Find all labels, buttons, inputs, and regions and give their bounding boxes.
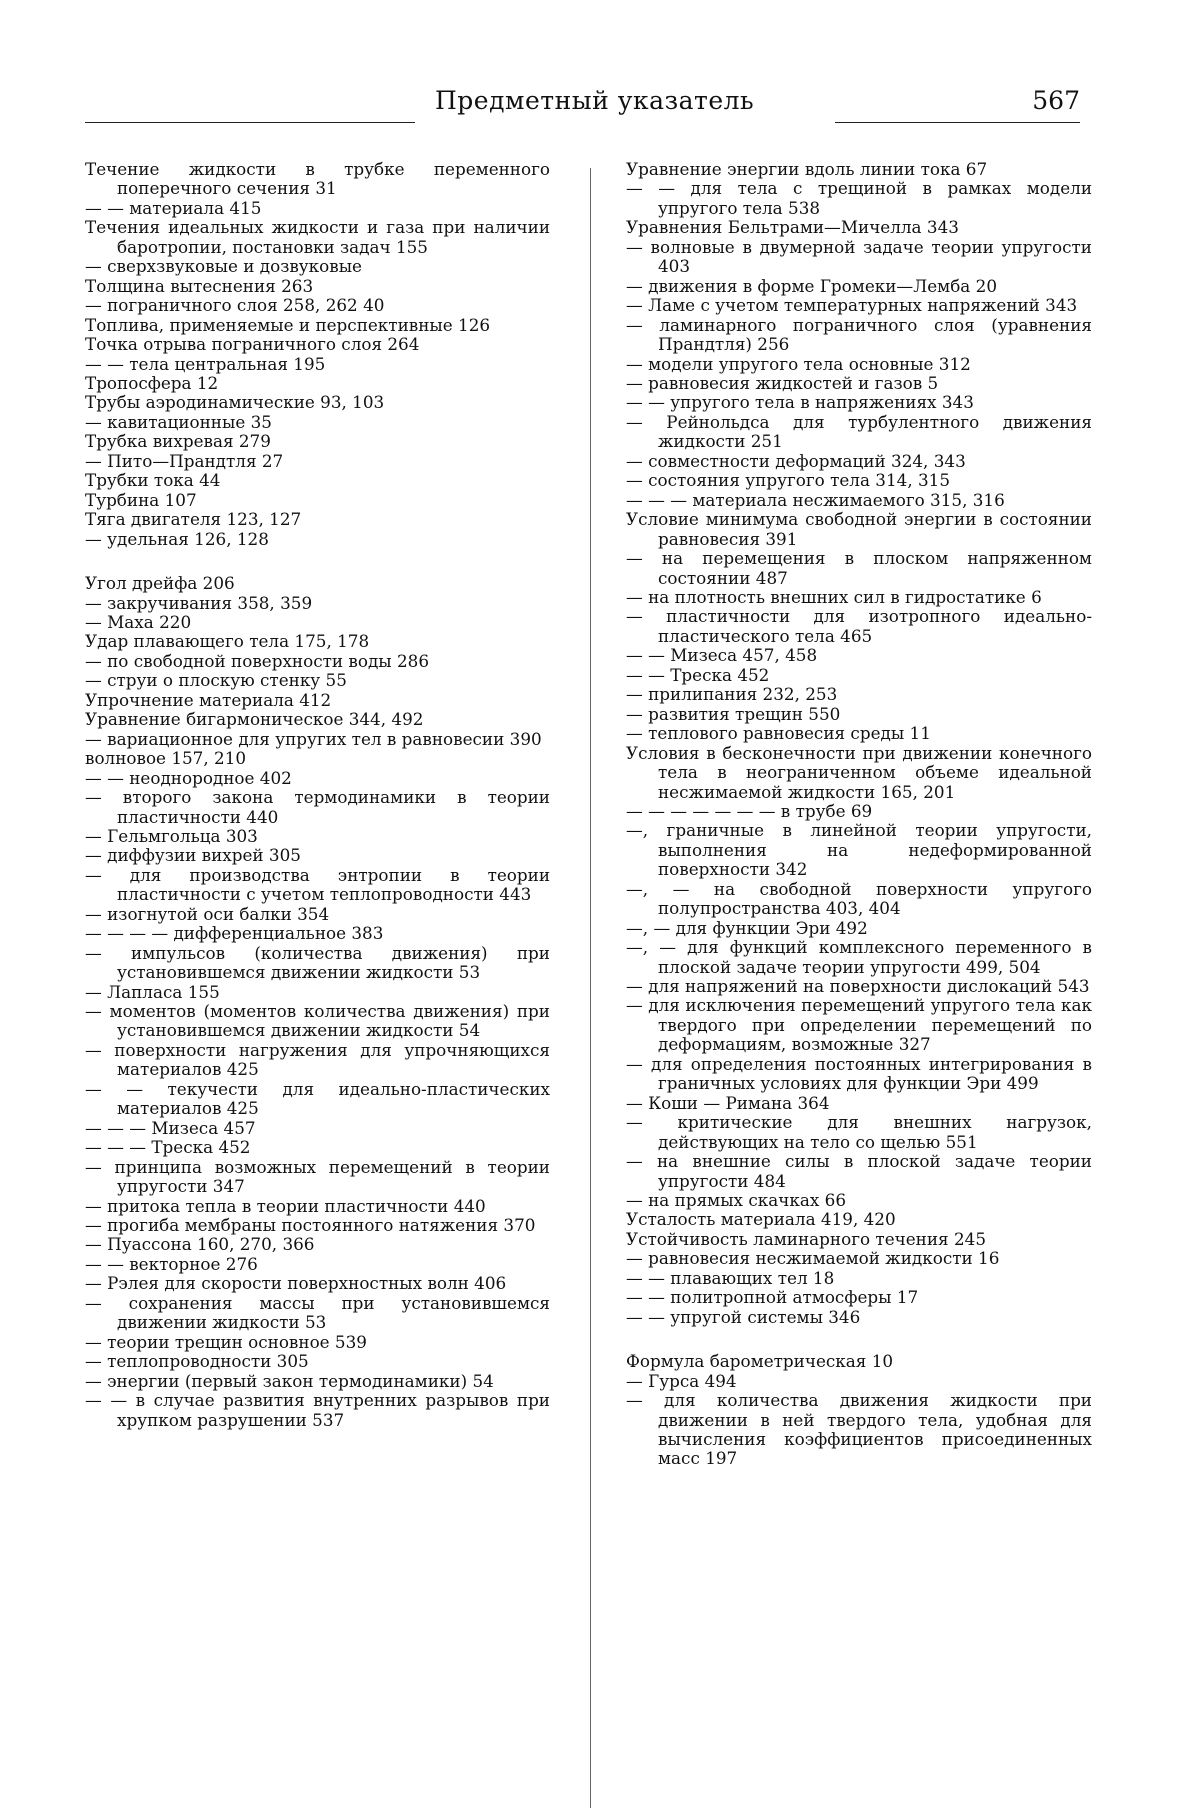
index-entry: — для определения постоянных интегрирования в граничных условиях для функции Эри 499 <box>626 1053 1092 1094</box>
index-entry: — пластичности для изотропного идеально-пластического тела 465 <box>626 606 1092 646</box>
index-entry: — для исключения перемещений упругого тела как твердого при определении перемещений по деформациям, возможные 327 <box>626 995 1092 1055</box>
index-entry: — энергии (первый закон термодинамики) 54 <box>85 1370 494 1391</box>
index-entry: — — в случае развития внутренних разрывов при хрупком разрушении 537 <box>85 1390 550 1430</box>
index-entry: Уравнение бигармоническое 344, 492 <box>85 709 424 730</box>
index-entry: — — Мизеса 457, 458 <box>626 645 818 666</box>
page-number: 567 <box>1032 86 1080 115</box>
index-entry: Точка отрыва пограничного слоя 264 <box>85 334 420 355</box>
index-entry: — Гельмгольца 303 <box>85 825 258 846</box>
index-entry: Тяга двигателя 123, 127 <box>85 509 302 530</box>
index-entry: Условия в бесконечности при движении конечного тела в неограниченном объеме идеальной несжимаемой жидкости 165, 201 <box>626 742 1092 802</box>
index-entry: — кавитационные 35 <box>85 411 272 432</box>
index-entry: — прилипания 232, 253 <box>626 684 838 705</box>
index-entry: — — векторное 276 <box>85 1253 258 1274</box>
index-entry: — волновые в двумерной задаче теории упругости 403 <box>626 236 1092 277</box>
index-entry: Упрочнение материала 412 <box>85 689 332 710</box>
index-entry: — — тела центральная 195 <box>85 353 326 374</box>
index-entry: — — неоднородное 402 <box>85 767 292 788</box>
index-entry: Трубки тока 44 <box>85 470 221 491</box>
index-entry: — равновесия жидкостей и газов 5 <box>626 372 939 393</box>
index-entry: Турбина 107 <box>85 489 197 510</box>
index-entry: — диффузии вихрей 305 <box>85 845 301 866</box>
index-entry: — — материала 415 <box>85 197 262 218</box>
index-entry: Тропосфера 12 <box>85 372 219 393</box>
header-rule-left <box>85 122 415 123</box>
index-entry: — Лапласа 155 <box>85 981 220 1002</box>
page-header <box>85 86 1080 126</box>
right-column <box>626 160 1092 1469</box>
group-spacer <box>626 1327 1092 1352</box>
index-entry: Формула барометрическая 10 <box>626 1351 894 1372</box>
index-entry: Течение жидкости в трубке переменного поперечного сечения 31 <box>85 159 550 199</box>
index-entry: — струи о плоскую стенку 55 <box>85 670 347 691</box>
index-entry: — для производства энтропии в теории пластичности с учетом теплопроводности 443 <box>85 864 550 905</box>
index-entry: волновое 157, 210 <box>85 748 247 769</box>
index-entry: — — политропной атмосферы 17 <box>626 1287 919 1308</box>
index-entry: — поверхности нагружения для упрочняющихся материалов 425 <box>85 1039 550 1080</box>
index-group-right-1 <box>626 160 1092 1327</box>
index-entry: — совместности деформаций 324, 343 <box>626 450 966 471</box>
index-entry: — Ламе с учетом температурных напряжений 343 <box>626 295 1078 316</box>
index-entry: — на перемещения в плоском напряженном состоянии 487 <box>626 548 1092 588</box>
index-entry: — равновесия несжимаемой жидкости 16 <box>626 1248 1000 1269</box>
index-entry: — для количества движения жидкости при движении в ней твердого тела, удобная для вычисления коэффициентов присоединенных масс 197 <box>626 1390 1092 1469</box>
index-entry: — моментов (моментов количества движения) при установившемся движении жидкости 54 <box>85 1001 550 1041</box>
index-entry: — по свободной поверхности воды 286 <box>85 650 429 671</box>
index-entry: — критические для внешних нагрузок, действующих на тело со щелью 551 <box>626 1112 1092 1152</box>
index-entry: Угол дрейфа 206 <box>85 573 235 594</box>
index-entry: — модели упругого тела основные 312 <box>626 353 971 374</box>
index-entry: — — — материала несжимаемого 315, 316 <box>626 489 1005 510</box>
index-entry: — движения в форме Громеки—Лемба 20 <box>626 275 997 296</box>
index-entry: — — — — дифференциальное 383 <box>85 923 384 944</box>
index-entry: — удельная 126, 128 <box>85 528 269 549</box>
index-entry: — Маха 220 <box>85 611 192 632</box>
index-entry: Течения идеальных жидкости и газа при наличии баротропии, постановки задач 155 <box>85 217 550 257</box>
index-group-left-2 <box>85 574 550 1430</box>
index-entry: Условие минимума свободной энергии в состоянии равновесия 391 <box>626 509 1092 549</box>
index-group-left-1 <box>85 160 550 549</box>
index-entry: — — текучести для идеально-пластических материалов 425 <box>85 1078 550 1119</box>
index-entry: — — — Треска 452 <box>85 1137 251 1158</box>
index-entry: — второго закона термодинамики в теории пластичности 440 <box>85 787 550 827</box>
index-entry: — теплопроводности 305 <box>85 1351 309 1372</box>
index-entry: —, — на свободной поверхности упругого полупространства 403, 404 <box>626 878 1092 919</box>
index-entry: — на внешние силы в плоской задаче теории упругости 484 <box>626 1151 1092 1191</box>
index-entry: — — упругой системы 346 <box>626 1306 861 1327</box>
index-entry: — Пито—Прандтля 27 <box>85 450 284 471</box>
index-entry: Усталость материала 419, 420 <box>626 1209 896 1230</box>
left-column <box>85 160 550 1430</box>
index-entry: — — — — — — — в трубе 69 <box>626 800 873 821</box>
index-entry: — Рэлея для скорости поверхностных волн 406 <box>85 1273 507 1294</box>
index-entry: Уравнение энергии вдоль линии тока 67 <box>626 159 988 179</box>
index-entry: — ламинарного пограничного слоя (уравнения Прандтля) 256 <box>626 314 1092 355</box>
index-entry: —, граничные в линейной теории упругости, выполнения на недеформированной поверхности 342 <box>626 820 1092 880</box>
index-entry: —, — для функции Эри 492 <box>626 917 868 938</box>
index-entry: Уравнения Бельтрами—Мичелла 343 <box>626 217 959 238</box>
index-entry: Толщина вытеснения 263 <box>85 275 314 296</box>
index-entry: —, — для функций комплексного переменного в плоской задаче теории упругости 499, 504 <box>626 937 1092 977</box>
index-entry: — Рейнольдса для турбулентного движения жидкости 251 <box>626 411 1092 452</box>
index-entry: — — — Мизеса 457 <box>85 1117 256 1138</box>
index-entry: Трубы аэродинамические 93, 103 <box>85 392 385 413</box>
index-group-right-2 <box>626 1352 1092 1469</box>
index-entry: — вариационное для упругих тел в равновесии 390 <box>85 728 542 749</box>
index-entry: — прогиба мембраны постоянного натяжения 370 <box>85 1215 536 1236</box>
column-divider <box>590 168 591 1808</box>
index-entry: — развития трещин 550 <box>626 703 841 724</box>
index-entry: — теории трещин основное 539 <box>85 1331 367 1352</box>
index-entry: — — плавающих тел 18 <box>626 1267 835 1288</box>
index-entry: — принципа возможных перемещений в теории упругости 347 <box>85 1156 550 1197</box>
index-entry: — на плотность внешних сил в гидростатике 6 <box>626 586 1042 607</box>
index-entry: — — для тела с трещиной в рамках модели упругого тела 538 <box>626 178 1092 218</box>
index-entry: — сохранения массы при установившемся движении жидкости 53 <box>85 1292 550 1333</box>
index-entry: Трубка вихревая 279 <box>85 431 271 452</box>
index-entry: — Пуассона 160, 270, 366 <box>85 1234 315 1255</box>
index-entry: — на прямых скачках 66 <box>626 1190 846 1211</box>
page-title: Предметный указатель <box>435 86 755 115</box>
index-entry: — — Треска 452 <box>626 664 770 685</box>
header-rule-right <box>835 122 1080 123</box>
index-entry: — пограничного слоя 258, 262 40 <box>85 295 385 316</box>
index-entry: Удар плавающего тела 175, 178 <box>85 631 370 652</box>
index-entry: — для напряжений на поверхности дислокаций 543 <box>626 976 1090 997</box>
index-entry: — Коши — Римана 364 <box>626 1092 830 1113</box>
index-entry: — закручивания 358, 359 <box>85 592 313 613</box>
group-spacer <box>85 549 550 574</box>
index-entry: Топлива, применяемые и перспективные 126 <box>85 314 491 335</box>
index-entry: — изогнутой оси балки 354 <box>85 903 330 924</box>
index-entry: — притока тепла в теории пластичности 440 <box>85 1195 486 1216</box>
index-entry: — — упругого тела в напряжениях 343 <box>626 392 974 413</box>
index-entry: — сверхзвуковые и дозвуковые <box>85 256 362 277</box>
index-entry: — теплового равновесия среды 11 <box>626 723 931 744</box>
index-entry: Устойчивость ламинарного течения 245 <box>626 1228 986 1249</box>
index-entry: — Гурса 494 <box>626 1370 737 1391</box>
index-entry: — импульсов (количества движения) при установившемся движении жидкости 53 <box>85 942 550 983</box>
index-entry: — состояния упругого тела 314, 315 <box>626 470 951 491</box>
